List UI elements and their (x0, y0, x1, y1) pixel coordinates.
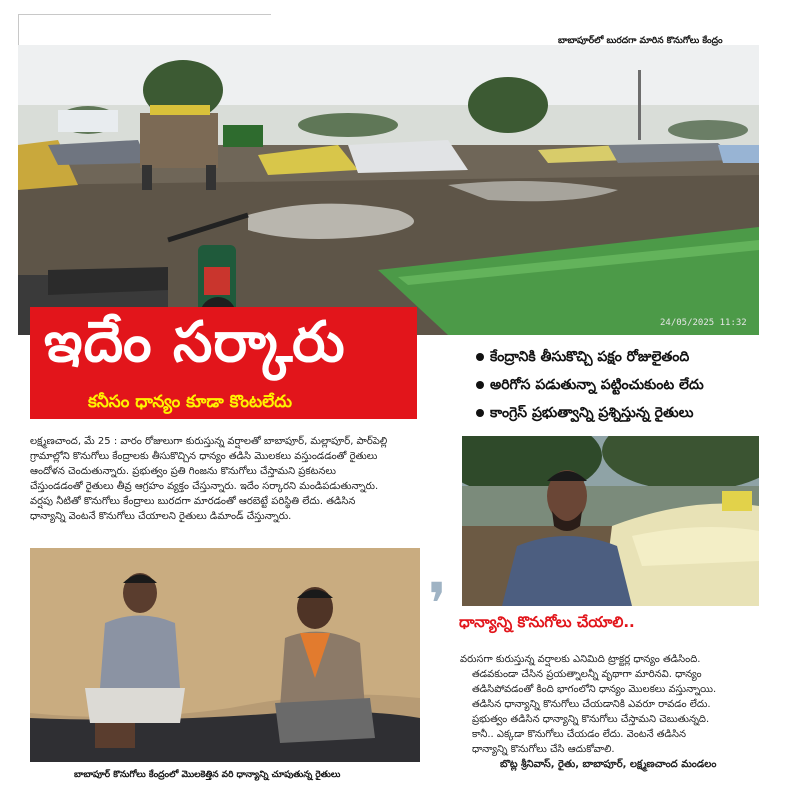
article-line: చేస్తుండడంతో రైతులు తీవ్ర ఆగ్రహం వ్యక్తం చేస్తున్నారు. ఇదేం సర్కారని మండిపడుతున్నారు. (30, 481, 379, 492)
article-body (30, 434, 450, 524)
top-photo (18, 45, 759, 335)
quote-title: ధాన్యాన్ని కొనుగోలు చేయాలి.. (459, 613, 635, 631)
bullet-dot-icon (476, 353, 484, 361)
quote-line: వరుసగా కురుస్తున్న వర్షాలకు ఎనిమిది ట్రాక్టర్ల ధాన్యం తడిసింది. (460, 654, 701, 665)
quote-line: తడిసిపోవడంతో కింది భాగంలోని ధాన్యం మొలకలు వస్తున్నాయి. (472, 684, 717, 695)
photo-timestamp: 24/05/2025 11:32 (660, 318, 747, 328)
article-line: ధాన్యాన్ని వెంటనే కొనుగోలు చేయాలని రైతులు డిమాండ్ చేస్తున్నారు. (30, 511, 292, 522)
quote-body (460, 652, 760, 772)
bullet-dot-icon (476, 381, 484, 389)
top-border (18, 14, 271, 15)
bullet-item (476, 377, 776, 396)
quote-mark-icon: ❜ (428, 570, 447, 638)
article-line: లక్ష్మణచాంద, మే 25 : వారం రోజులుగా కురుస్తున్న వర్షాలతో బాబాపూర్, మల్లాపూర్, పార్‌పెల్లి (30, 436, 388, 447)
bottom-photo-caption: బాబాపూర్ కొనుగోలు కేంద్రంలో మొలకెత్తిన వరి ధాన్యాన్ని చూపుతున్న రైతులు (74, 770, 341, 780)
bullet-dot-icon (476, 409, 484, 417)
bullet-item (476, 349, 776, 368)
quote-line: తడవకుండా చేసిన ప్రయత్నాలన్నీ వృథాగా మారినవి. ధాన్యం (472, 669, 702, 680)
article-line: గ్రామాల్లోని కొనుగోలు కేంద్రాలకు తీసుకొచ్చిన ధాన్యం తడిసి మొలకలు వస్తుండడంతో రైతులు (30, 451, 378, 462)
quote-line: ప్రభుత్వం తడిసిన ధాన్యాన్ని కొనుగోలు చేస్తామని చెబుతున్నది. (472, 714, 710, 725)
top-photo-caption: బాబాపూర్‌లో బురదగా మారిన కొనుగోలు కేంద్రం (558, 36, 723, 46)
farmer-portrait-photo (462, 436, 759, 606)
bullet-text: అరిగోస పడుతున్నా పట్టించుకుంట లేదు (490, 377, 704, 393)
quote-line: కానీ.. ఎక్కడా కొనుగోలు చేయడం లేదు. వెంటనే తడిసిన (472, 729, 686, 740)
bullet-list (476, 349, 776, 433)
bullet-text: కాంగ్రెస్ ప్రభుత్వాన్ని ప్రశ్నిస్తున్న రైతులు (490, 405, 694, 421)
quote-attribution: బొట్ల శ్రీనివాస్, రైతు, బాబాపూర్, లక్ష్మణచాంద మండలం (500, 759, 717, 770)
headline-title: ఇదేం సర్కారు (44, 310, 346, 375)
article-line: ఆందోళన చెందుతున్నారు. ప్రభుత్వం ప్రతి గింజను కొనుగోలు చేస్తామని ప్రకటనలు (30, 466, 336, 477)
farmers-grain-photo (30, 548, 420, 762)
quote-line: ధాన్యాన్ని కొనుగోలు చేసి ఆదుకోవాలి. (472, 744, 615, 755)
headline-subtitle: కనీసం ధాన్యం కూడా కొంటలేదు (88, 392, 293, 412)
article-line: వర్షపు నీటితో కొనుగోలు కేంద్రాలు బురదగా మారడంతో ఆరబెట్టే పరిస్థితి లేదు. తడిసిన (30, 496, 356, 507)
quote-line: తడిసిన ధాన్యాన్ని కొనుగోలు చేయడానికి ఎవరూ రావడం లేదు. (472, 699, 711, 710)
bullet-text: కేంద్రానికి తీసుకొచ్చి పక్షం రోజులైతంది (490, 349, 690, 365)
bullet-item (476, 405, 776, 424)
